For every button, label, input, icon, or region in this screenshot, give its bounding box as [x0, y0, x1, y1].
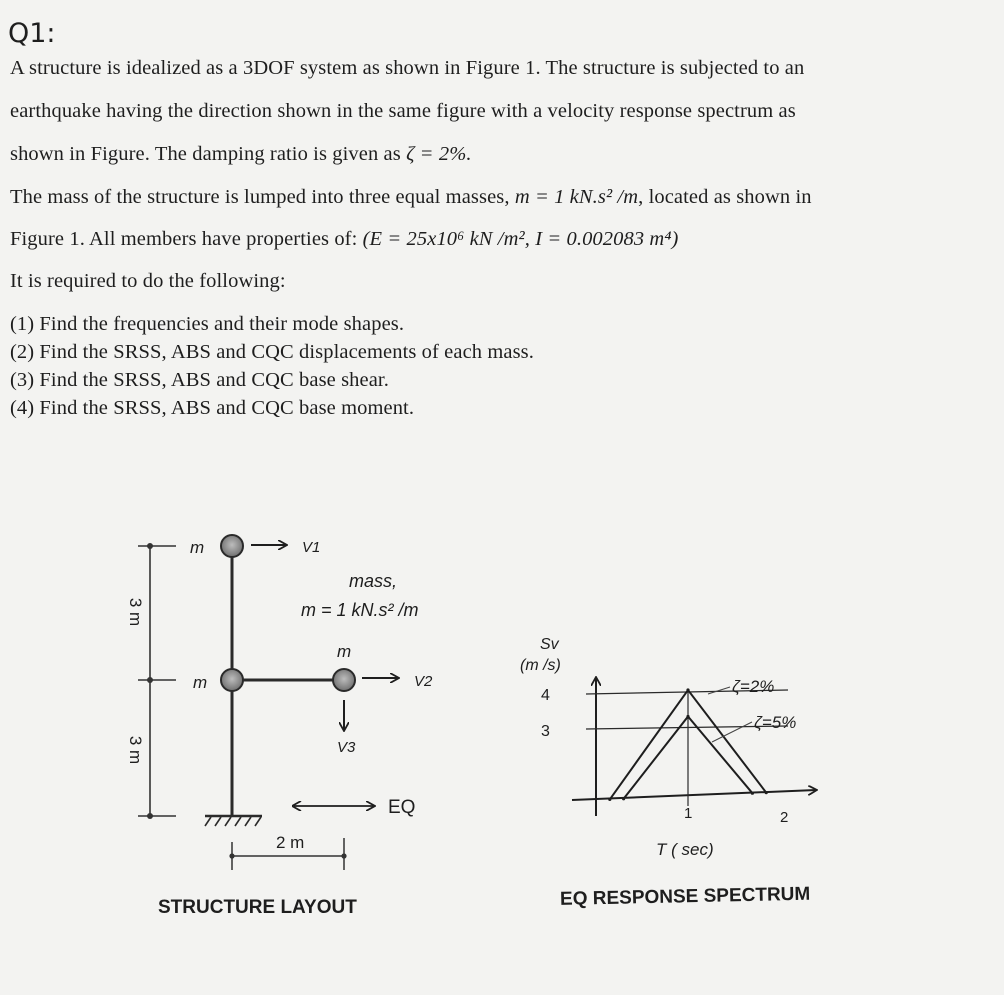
structure-caption: STRUCTURE LAYOUT [158, 897, 357, 918]
question-label: Q1: [8, 18, 56, 49]
member-properties: (E = 25x10⁶ kN /m², I = 0.002083 m⁴) [362, 228, 679, 250]
spectrum-point-2pct-1 [686, 688, 689, 691]
eq-label: EQ [388, 797, 416, 818]
task-3: (3) Find the SRSS, ABS and CQC base shear. [10, 369, 389, 391]
dim-label-bottom: 3 m [126, 735, 145, 765]
mass-tail: , located as shown in [638, 186, 812, 208]
dim-dot-mid [147, 677, 153, 683]
structure-figure [126, 535, 433, 918]
paragraph-line-2: earthquake having the direction shown in the same figure with a velocity response spectrum as [10, 100, 796, 122]
paragraph-line-1: A structure is idealized as a 3DOF system as shown in Figure 1. The structure is subjected to an [10, 57, 805, 79]
damping-sentence: shown in Figure. The damping ratio is given as [10, 143, 407, 165]
task-4: (4) Find the SRSS, ABS and CQC base moment. [10, 397, 415, 419]
spectrum-point-5pct-0 [622, 797, 625, 800]
spectrum-figure [520, 636, 816, 910]
dim-label-top: 3 m [126, 597, 145, 627]
dim-dot-right [341, 853, 346, 858]
properties-sentence: Figure 1. All members have properties of: [10, 228, 363, 250]
legend-2pct: ζ=2% [732, 677, 775, 696]
task-1: (1) Find the frequencies and their mode shapes. [10, 313, 405, 335]
dim-dot-left [229, 853, 234, 858]
mass-middle [221, 669, 243, 691]
spectrum-point-2pct-2 [765, 791, 768, 794]
y-axis-label-units: (m /s) [520, 657, 561, 674]
y-tick-4: 4 [541, 687, 550, 704]
mass-label-right: m [337, 642, 352, 661]
mass-top [221, 535, 243, 557]
v3-label: V3 [337, 739, 356, 756]
legend-5pct: ζ=5% [754, 713, 797, 732]
support-hatching [205, 817, 261, 826]
task-2: (2) Find the SRSS, ABS and CQC displacements of each mass. [10, 341, 534, 363]
mass-label-top: m [190, 538, 205, 557]
mass-value: m = 1 kN.s² /m [514, 186, 639, 208]
x-tick-2: 2 [780, 809, 789, 826]
leader-2pct [708, 687, 730, 694]
spectrum-point-5pct-1 [686, 715, 689, 718]
dim-label-beam: 2 m [276, 833, 305, 852]
y-tick-3: 3 [541, 723, 550, 740]
dim-dot-bottom [147, 813, 153, 819]
mass-right [333, 669, 355, 691]
x-axis-label: T ( sec) [656, 840, 714, 859]
mass-note-value: m = 1 kN.s² /m [301, 600, 419, 620]
y-axis-label-sv: Sv [540, 636, 559, 653]
mass-sentence: The mass of the structure is lumped into three equal masses, [10, 186, 515, 208]
spectrum-point-2pct-0 [608, 798, 611, 801]
mass-note-title: mass, [349, 571, 398, 591]
paragraph-line-6: It is required to do the following: [10, 270, 286, 292]
v1-label: V1 [302, 539, 321, 556]
damping-ratio: ζ = 2%. [406, 143, 472, 165]
x-tick-1: 1 [684, 805, 693, 822]
dim-dot-top [147, 543, 153, 549]
mass-label-middle: m [193, 673, 208, 692]
leader-5pct [712, 722, 752, 742]
v2-label: V2 [414, 673, 433, 690]
spectrum-point-5pct-2 [751, 792, 754, 795]
spectrum-caption: EQ RESPONSE SPECTRUM [559, 883, 811, 910]
